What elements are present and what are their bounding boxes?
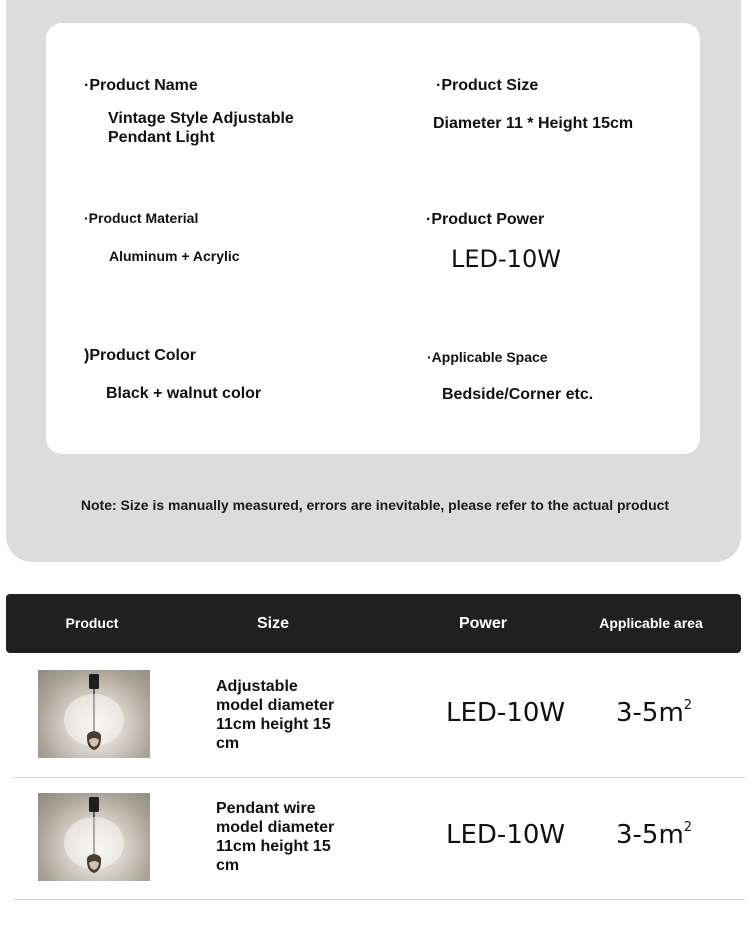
size-line: 11cm height 15 bbox=[216, 716, 331, 733]
size-cell bbox=[216, 677, 356, 753]
product-image bbox=[38, 670, 150, 758]
spec-value-line: Vintage Style Adjustable bbox=[108, 110, 294, 127]
spec-applicable-space bbox=[427, 349, 548, 365]
spec-value: Aluminum + Acrylic bbox=[109, 248, 240, 264]
area-unit-exponent: 2 bbox=[683, 698, 693, 713]
spec-value: LED-10W bbox=[451, 245, 561, 273]
size-line: Adjustable bbox=[216, 678, 298, 695]
size-line: 11cm height 15 bbox=[216, 838, 331, 855]
area-value: 3-5m bbox=[616, 820, 684, 850]
power-cell: LED-10W bbox=[446, 820, 566, 850]
size-line: cm bbox=[216, 735, 240, 752]
header-power: Power bbox=[458, 615, 507, 632]
size-line: model diameter bbox=[216, 697, 335, 714]
spec-product-size bbox=[436, 77, 538, 95]
size-line: model diameter bbox=[216, 819, 335, 836]
pendant-light-icon bbox=[38, 793, 150, 881]
spec-label: ·Product Name bbox=[84, 77, 198, 94]
spec-value-line: Pendant Light bbox=[108, 129, 215, 146]
product-image bbox=[38, 793, 150, 881]
spec-label: ·Product Power bbox=[426, 211, 545, 228]
header-product: Product bbox=[65, 615, 119, 631]
size-line: Pendant wire bbox=[216, 800, 316, 817]
area-cell bbox=[616, 698, 692, 728]
header-applicable-area: Applicable area bbox=[599, 615, 703, 631]
spec-label: ·Applicable Space bbox=[427, 349, 548, 365]
disclaimer-note: Note: Size is manually measured, errors are inevitable, please refer to the actual product bbox=[80, 497, 670, 513]
spec-label: )Product Color bbox=[84, 347, 196, 364]
area-value: 3-5m bbox=[616, 698, 684, 728]
power-cell: LED-10W bbox=[446, 698, 566, 728]
spec-product-power bbox=[426, 211, 544, 229]
spec-label: ·Product Size bbox=[436, 77, 539, 94]
table-header bbox=[6, 594, 741, 653]
spec-card bbox=[46, 23, 700, 454]
spec-label: ·Product Material bbox=[84, 210, 199, 226]
spec-value: Black + walnut color bbox=[106, 385, 262, 402]
pendant-light-icon bbox=[38, 670, 150, 758]
spec-value: Diameter 11 * Height 15cm bbox=[433, 115, 634, 132]
header-size: Size bbox=[256, 615, 289, 632]
area-unit-exponent: 2 bbox=[683, 820, 693, 835]
table-row bbox=[13, 777, 745, 900]
size-line: cm bbox=[216, 857, 240, 874]
spec-value: Bedside/Corner etc. bbox=[442, 386, 594, 403]
spec-value bbox=[108, 109, 294, 147]
area-cell bbox=[616, 820, 692, 850]
size-cell bbox=[216, 799, 356, 875]
spec-product-material bbox=[84, 210, 198, 226]
table-row bbox=[13, 655, 745, 778]
spec-product-color bbox=[84, 347, 196, 365]
spec-product-name bbox=[84, 77, 198, 95]
